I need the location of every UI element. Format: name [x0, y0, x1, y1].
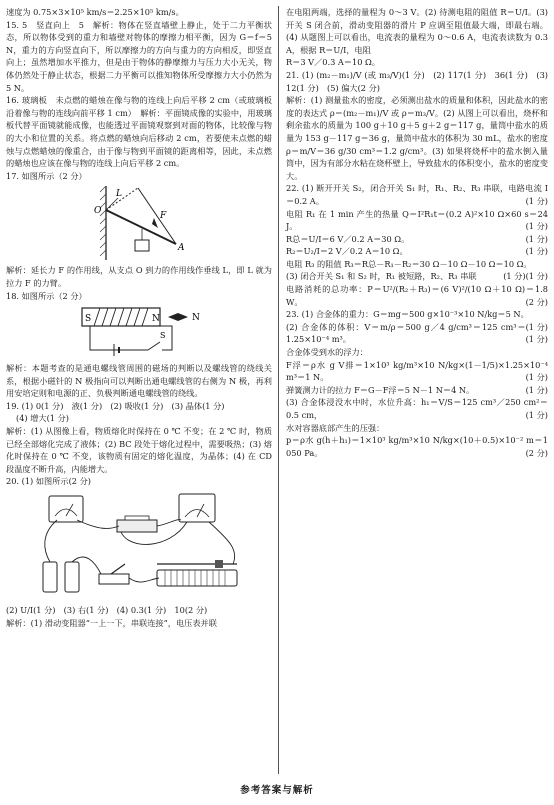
answer-23-buoyancy-label: 合金体受到水的浮力：	[286, 347, 368, 358]
circuit-figure	[29, 490, 249, 602]
answer-22-total-resistance: R总＝U/I＝6 V／0.2 A＝30 Ω。 (1 分)	[286, 233, 548, 244]
answer-23-tension: 弹簧测力计的拉力 F＝G－F浮＝5 N－1 N＝4 N。 (1 分)	[286, 384, 548, 395]
coil-n-label: N	[152, 314, 160, 325]
answer-23-water-rise: (3) 合金体浸没水中时，水位升高：h₁＝V/S＝125 cm³／250 cm²＝0.5 cm， (1 分)	[286, 397, 548, 420]
continued-text: 速度为 0.75×3×10⁵ km/s＝2.25×10⁵ km/s。	[6, 7, 184, 17]
answer-22-r2: R₂＝U₂/I＝2 V／0.2 A＝10 Ω。 (1 分)	[286, 246, 548, 257]
page-footer: 参考答案与解析	[240, 785, 314, 796]
label-a: A	[178, 243, 185, 254]
answer-17: 17. 如图所示（2 分）	[6, 170, 87, 181]
coil-s-label: S	[85, 314, 92, 325]
explanation-20-cont: 在电阻两端，选择的量程为 0～3 V。(2) 待测电阻的阻值 R＝U/I。(3) 开关 S 闭合前，滑动变阻器的滑片 P 应调至阻值最大端，即最右端。(4) 从题图上可以看出，电流表的量程为 0～0.6 A，电流表读数为 0.3 A，根据 R＝U/I，电阻	[286, 7, 548, 55]
lever-figure	[84, 184, 194, 262]
answer-22-heat: 电阻 R₁ 在 1 min 产生的热量 Q＝I²R₁t＝(0.2 A)²×10 Ω×60 s＝24 J。 (1 分)	[286, 208, 548, 232]
solenoid-figure	[64, 304, 214, 360]
answer-19-part4: (4) 增大(1 分)	[16, 413, 69, 424]
answer-20-part2: (2) U/I(1 分) (3) 右(1 分) (4) 0.3(1 分) 10(2 分)	[6, 605, 208, 616]
answer-23-buoyancy: F浮＝ρ水 g V排＝1×10³ kg/m³×10 N/kg×(1－1/5)×1.25×10⁻⁴ m³＝1 N。 (1 分)	[286, 359, 548, 383]
explanation-20: 解析：(1) 滑动变阻器“一上一下，串联连接”，电压表并联	[6, 617, 217, 628]
explanation-19: 解析：(1) 从图像上看，物质熔化时保持在 0 ℃ 不变；在 2 ℃ 时，物质已经全部熔化完成了液体；(2) BC 段处于熔化过程中，需要吸热；(3) 熔化时保持在 0 ℃ 不变，该物质有固定的熔化温度，为晶体；(4) 在 CD 段温度不断升高，内能增大。	[6, 426, 272, 474]
compass-needle-icon	[168, 313, 188, 321]
answer-20: 20. (1) 如图所示(2 分)	[6, 476, 91, 487]
answer-16: 16. 玻璃板 未点燃的蜡烛在像与物的连线上向后平移 2 cm（或玻璃板沿着像与物的连线向前平移 1 cm） 解析：平面镜成像的实验中，用玻璃板代替平面镜就能成像，也能透过平面镜观察到对面的物体，比较像与物的大小和位置的关系。将点燃的蜡烛向后移动 2 cm，若要使未点燃的蜡烛与点燃蜡烛的像重合，由于像与物到平面镜的距离相等，因此，未点燃的蜡烛也应该在像与物的连线上向后平移 2 cm。	[6, 95, 272, 169]
answer-22-power: 电路消耗的总功率：P＝U²/(R₂＋R₃)＝(6 V)²/(10 Ω＋10 Ω)＝1.8 W。 (2 分)	[286, 284, 548, 307]
answer-18: 18. 如图所示（2 分）	[6, 290, 87, 301]
column-divider	[278, 6, 279, 774]
answer-23-volume: (2) 合金体的体积：V＝m/ρ＝500 g／4 g/cm³＝125 cm³＝1.25×10⁻⁴ m³。 (1 分)	[286, 321, 548, 345]
right-column	[286, 6, 548, 459]
answer-22-part1: 22. (1) 断开开关 S₂，闭合开关 S₁ 时，R₁、R₂、R₃ 串联，电路电流 I＝0.2 A。 (1 分)	[286, 183, 548, 206]
switch-label: S	[160, 331, 166, 341]
left-column	[6, 6, 272, 629]
answer-22-r3: 电阻 R₃ 的阻值 R₃＝R总－R₁－R₂＝30 Ω－10 Ω－10 Ω＝10 Ω。 (1 分)	[286, 258, 548, 282]
answer-23-gravity: 23. (1) 合金体的重力：G＝mg＝500 g×10⁻³×10 N/kg＝5 N。 (1 分)	[286, 309, 548, 332]
resistance-result: R＝3 V／0.3 A＝10 Ω。	[286, 57, 380, 68]
label-f: F	[160, 211, 167, 222]
label-o: O	[94, 206, 102, 217]
explanation-18: 解析：本题考查的是通电螺线管周围的磁场的判断以及螺线管的绕线关系，根据小磁针的 N 极指向可以判断出通电螺线管的右侧为 N 极，再利用安培定则和电源的正、负极判断通电螺线管的绕线。	[6, 363, 272, 399]
answer-23-pressure-label: 水对容器底部产生的压强：	[286, 422, 385, 433]
answer-21: 21. (1) (m₂－m₁)/V (或 m₃/V)(1 分) (2) 117(1 分) 36(1 分) (3) 12(1 分) (5) 偏大(2 分)	[286, 69, 548, 93]
needle-n-label: N	[192, 313, 200, 324]
explanation-17: 解析：延长力 F 的作用线，从支点 O 到力的作用线作垂线 L，即 L 就为拉力 F 的力臂。	[6, 265, 272, 288]
answer-23-pressure: p＝ρ水 g(h＋h₁)＝1×10³ kg/m³×10 N/kg×(10＋0.5)×10⁻² m＝1 050 Pa。 (2 分)	[286, 435, 548, 458]
answer-19: 19. (1) 0(1 分) 液(1 分) (2) 吸收(1 分) (3) 晶体(1 分)	[6, 400, 225, 411]
explanation-21: 解析：(1) 测量盐水的密度，必须测出盐水的质量和体积，因此盐水的密度的表达式 ρ＝(m₂－m₁)/V 或 ρ＝m₃/V。(2) 从图上可以看出，烧杯和剩余盐水的质量为 100 g＋10 g＋5 g＋2 g＝117 g，量筒中盐水的质量为 153 g－117 g＝36 g，量筒中盐水的体积为 30 mL，盐水的密度 ρ＝m/V＝36 g/30 cm³＝1.2 g/cm³。(3) 如果将烧杯中的盐水倒入量筒中，因为有部分水粘在烧杯壁上，导致盐水的体积变小，盐水的密度变大。	[286, 95, 549, 181]
answer-15: 15. 5 竖直向上 5 解析：物体在竖直墙壁上静止，处于二力平衡状态，所以物体受到的重力和墙壁对物体的摩擦力相平衡，因为 G＝f＝5 N，重力的方向竖直向下，所以摩擦力的方向与重力的方向相反，即竖直向上；虽然增加水平推力，但是由于物体的静摩擦力与压力大小无关，物体仍然处于静止状态，根据二力平衡可以推知物体所受摩擦力大小仍然为 5 N。	[6, 19, 272, 93]
answer-22-part3: (3) 闭合开关 S₁ 和 S₂ 时，R₁ 被短路，R₂、R₃ 串联 (1 分)	[286, 271, 526, 282]
label-l: L	[116, 189, 122, 200]
